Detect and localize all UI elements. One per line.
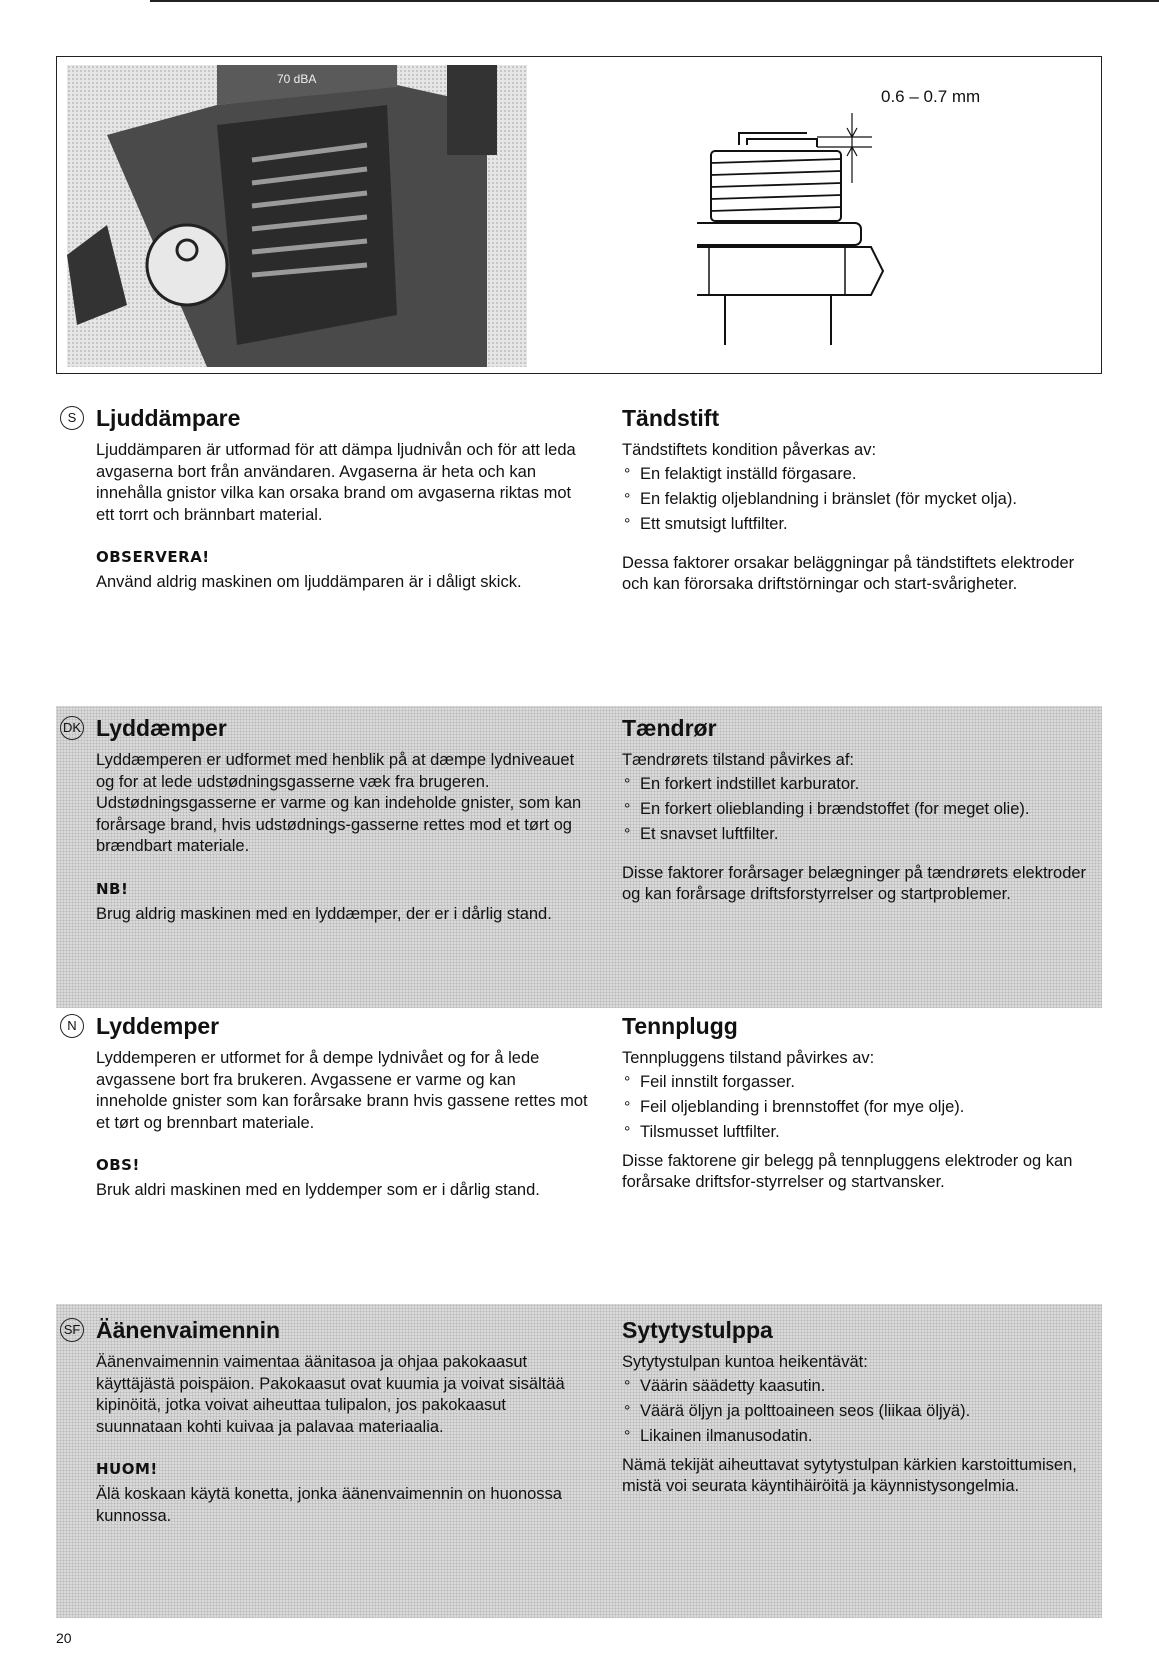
list-item: ° Feil innstilt forgasser. [622,1070,1092,1095]
finnish-sparkplug-outro: Nämä tekijät aiheuttavat sytytystulpan kärkien karstoittumisen, mistä voi seurata käyntihäiröitä ja käynnistysongelmia. [622,1455,1077,1495]
danish-sparkplug-list [622,772,1092,847]
language-badge-dk: DK [60,716,84,740]
norwegian-muffler-heading [60,1012,590,1040]
list-item: ° En felaktigt inställd förgasare. [622,462,1092,487]
norwegian-note-body: Bruk aldri maskinen med en lyddemper som er i dårlig stand. [96,1181,540,1199]
danish-muffler-body-2: Udstødningsgasserne er varme og kan indeholde gnister, som kan forårsage brand, hvis udstødnings-gasserne rettes mod et tørt og brændbart materiale. [96,794,582,855]
muffler-illustration [67,65,527,367]
finnish-muffler-heading [60,1316,590,1344]
danish-sparkplug-outro: Disse faktorer forårsager belægninger på tændrørets elektroder og kan forårsage driftsforstyrrelser og startproblemer. [622,863,1087,903]
list-item: ° Likainen ilmanusodatin. [622,1424,1092,1449]
list-item: ° Feil oljeblanding i brennstoffet (for mye olje). [622,1095,1092,1120]
gap-measurement-label: 0.6 – 0.7 mm [881,87,981,106]
section-danish [56,706,1102,1008]
finnish-muffler-column [60,1316,590,1527]
finnish-note-title: HUOM! [96,1460,158,1478]
list-item: ° Väärin säädetty kaasutin. [622,1374,1092,1399]
danish-sparkplug-intro: Tændrørets tilstand påvirkes af: [622,751,854,769]
norwegian-muffler-body: Lyddemperen er utformet for å dempe lydnivået og for å lede avgassene bort fra brukeren. Avgassene er varme og kan inneholde gnister som kan forårsake brann hvis gassene rettes mot et tørt og brennbart materiale. [96,1049,588,1132]
swedish-sparkplug-list [622,462,1092,537]
finnish-sparkplug-title: Sytytystulppa [622,1317,773,1343]
finnish-sparkplug-list [622,1374,1092,1449]
swedish-note-body: Använd aldrig maskinen om ljuddämparen är i dåligt skick. [96,573,522,591]
swedish-sparkplug-outro: Dessa faktorer orsakar beläggningar på tändstiftets elektroder och kan förorsaka driftstörningar och start-svårigheter. [622,553,1075,593]
norwegian-muffler-title: Lyddemper [96,1013,220,1039]
norwegian-note-title: OBS! [96,1156,140,1174]
danish-muffler-body-1: Lyddæmperen er udformet med henblik på at dæmpe lydniveauet og for at lede udstødningsgasserne væk fra brugeren. [96,751,575,791]
swedish-muffler-heading [60,404,590,432]
swedish-muffler-title: Ljuddämpare [96,405,241,431]
finnish-note-body: Älä koskaan käytä konetta, jonka äänenvaimennin on huonossa kunnossa. [96,1485,562,1525]
page-number: 20 [56,1630,72,1646]
section-norwegian [56,1012,1102,1252]
swedish-muffler-body: Ljuddämparen är utformad för att dämpa ljudnivån och för att leda avgaserna bort från användaren. Avgaserna är heta och kan innehålla gnistor vilka kan orsaka brand om avgaserna riktas mot ett torrt och brännbart material. [96,441,576,524]
list-item: ° En forkert olieblanding i brændstoffet (for meget olie). [622,797,1092,822]
list-item: ° Et snavset luftfilter. [622,822,1092,847]
danish-muffler-title: Lyddæmper [96,715,227,741]
spark-plug-diagram [697,73,937,345]
norwegian-muffler-column [60,1012,590,1202]
danish-note-body: Brug aldrig maskinen med en lyddæmper, der er i dårlig stand. [96,904,552,923]
list-item: ° En felaktig oljeblandning i bränslet (för mycket olja). [622,487,1092,512]
danish-note-title: NB! [96,879,129,898]
danish-sparkplug-column [622,714,1092,906]
list-item: ° Väärä öljyn ja polttoaineen seos (liikaa öljyä). [622,1399,1092,1424]
norwegian-sparkplug-title: Tennplugg [622,1013,738,1039]
norwegian-sparkplug-intro: Tennpluggens tilstand påvirkes av: [622,1049,875,1067]
finnish-muffler-body: Äänenvaimennin vaimentaa äänitasoa ja ohjaa pakokaasut käyttäjästä poispäion. Pakokaasut ovat kuumia ja voivat sisältää kipinöitä, jotka voivat aiheuttaa tulipalon, jos pakokaasut suunnataan kohti kuivaa ja palavaa materiaalia. [96,1353,565,1436]
photo-label: 70 dBA [277,72,317,86]
list-item: ° Ett smutsigt luftfilter. [622,512,1092,537]
list-item: ° En forkert indstillet karburator. [622,772,1092,797]
language-badge-sf: SF [60,1318,84,1342]
swedish-sparkplug-column [622,404,1092,596]
finnish-sparkplug-column [622,1316,1092,1498]
danish-muffler-heading [60,714,590,742]
swedish-sparkplug-title: Tändstift [622,405,720,431]
norwegian-sparkplug-outro: Disse faktorene gir belegg på tennpluggens elektroder og kan forårsake driftsfor-styrrelser og startvansker. [622,1151,1073,1191]
list-item: ° Tilsmusset luftfilter. [622,1120,1092,1145]
finnish-sparkplug-intro: Sytytystulpan kuntoa heikentävät: [622,1353,868,1371]
norwegian-sparkplug-column [622,1012,1092,1194]
danish-muffler-column [60,714,590,925]
danish-sparkplug-title: Tændrør [622,715,717,741]
language-badge-s: S [60,406,84,430]
top-rule [150,0,1159,2]
swedish-muffler-column [60,404,590,594]
muffler-photo [67,65,527,367]
section-finnish [56,1304,1102,1618]
norwegian-sparkplug-list [622,1070,1092,1145]
figure-box [56,56,1102,374]
swedish-note-title: OBSERVERA! [96,548,210,566]
finnish-muffler-title: Äänenvaimennin [96,1317,281,1343]
swedish-sparkplug-intro: Tändstiftets kondition påverkas av: [622,441,877,459]
language-badge-n: N [60,1014,84,1038]
section-swedish [56,404,1102,644]
